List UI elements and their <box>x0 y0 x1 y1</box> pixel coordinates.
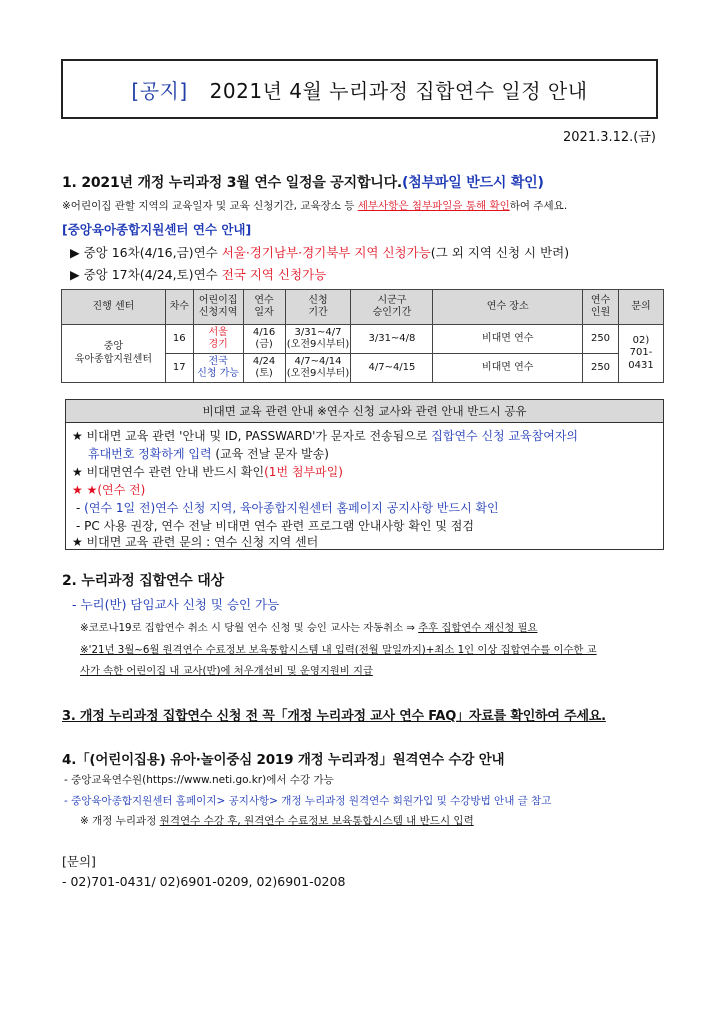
section-4-line-1: - 중앙교육연수원(https://www.neti.go.kr)에서 수강 가능 <box>64 774 334 786</box>
section-2-note-2: ※'21년 3월~6월 원격연수 수료정보 보육통합시스템 내 입력(전월 말일까지)+최소 1인 이상 집합연수를 이수한 교 <box>80 644 597 656</box>
cell-apply: 3/31~4/7 (오전9시부터) <box>285 325 351 354</box>
section-3-heading: 3. 개정 누리과정 집합연수 신청 전 꼭「개정 누리과정 교사 연수 FAQ」자료를 확인하여 주세요. <box>62 709 606 724</box>
notice-line-5-dash: - <box>76 501 85 515</box>
inquiry-label: [문의] <box>62 854 96 869</box>
notice-tag: [공지] <box>131 78 188 103</box>
notice-line-5-highlight: (연수 1일 전)연수 신청 지역, 육아종합지원센터 홈페이지 공지사항 반드시 확인 <box>84 501 499 515</box>
section-2-subtitle: - 누리(반) 담임교사 신청 및 승인 가능 <box>72 597 280 612</box>
cell-round: 17 <box>165 354 193 383</box>
bullet-16-main: ▶ 중앙 16차(4/16,금)연수 <box>70 245 222 260</box>
bullet-round-16 <box>70 243 569 261</box>
online-notice-box <box>65 399 664 550</box>
cell-region: 전국 신청 가능 <box>193 354 243 383</box>
notice-line-1-text: ★ 비대면 교육 관련 '안내 및 ID, PASSWARD'가 문자로 전송됨으로 <box>72 429 432 443</box>
cell-round: 16 <box>165 325 193 354</box>
notice-line-3-text: ★ 비대면연수 관련 안내 반드시 확인 <box>72 465 265 479</box>
section-1-note <box>62 198 567 213</box>
section-4-heading: 4.「(어린이집용) 유아·놀이중심 2019 개정 누리과정」원격연수 수강 안내 <box>62 752 505 768</box>
cell-count: 250 <box>583 325 619 354</box>
bullet-16-suffix: (그 외 지역 신청 시 반려) <box>430 245 570 260</box>
header-place: 연수 장소 <box>433 290 583 325</box>
section-4-line-2: - 중앙육아종합지원센터 홈페이지> 공지사항> 개정 누리과정 원격연수 회원가입 및 수강방법 안내 글 참고 <box>64 795 552 807</box>
section-2-note-3: 사가 속한 어린이집 내 교사(반)에 처우개선비 및 운영지원비 지급 <box>80 665 373 677</box>
page-title: 2021년 4월 누리과정 집합연수 일정 안내 <box>209 78 588 103</box>
cell-date: 4/16 (금) <box>243 325 285 354</box>
section-1-heading-text: 1. 2021년 개정 누리과정 3월 연수 일정을 공지합니다. <box>62 175 403 191</box>
cell-place: 비대면 연수 <box>433 354 583 383</box>
section-2-note-1-underlined: 추후 집합연수 재신청 필요 <box>418 622 538 634</box>
cell-count: 250 <box>583 354 619 383</box>
header-round: 차수 <box>165 290 193 325</box>
table-header-row <box>62 290 664 325</box>
notice-line-2-text: (교육 전날 문자 발송) <box>211 447 329 461</box>
header-approve: 시군구 승인기간 <box>351 290 433 325</box>
bullet-17-main: ▶ 중앙 17차(4/24,토)연수 <box>70 267 222 282</box>
notice-line-3-highlight: (1번 첨부파일) <box>264 465 343 479</box>
schedule-table <box>61 289 664 383</box>
cell-apply: 4/7~4/14 (오전9시부터) <box>285 354 351 383</box>
center-title: [중앙육아종합지원센터 연수 안내] <box>62 222 252 237</box>
section-4-line-3-text: ※ 개정 누리과정 <box>80 815 160 827</box>
header-count: 연수 인원 <box>583 290 619 325</box>
bullet-16-region: 서울·경기남부·경기북부 지역 신청가능 <box>221 245 431 260</box>
inquiry-phones: - 02)701-0431/ 02)6901-0209, 02)6901-0208 <box>62 874 346 889</box>
notice-line-1 <box>72 427 578 444</box>
bullet-round-17 <box>70 265 326 283</box>
cell-center: 중앙 육아종합지원센터 <box>62 325 166 383</box>
cell-approve: 4/7~4/15 <box>351 354 433 383</box>
section-1-heading-note: (첨부파일 반드시 확인) <box>402 175 544 191</box>
section-2-heading: 2. 누리과정 집합연수 대상 <box>62 573 224 589</box>
notice-line-5 <box>76 499 499 516</box>
section-2-note-1-text: ※코로나19로 집합연수 취소 시 당월 연수 신청 및 승인 교사는 자동취소 ⇒ <box>80 622 419 634</box>
notice-line-3 <box>72 463 343 480</box>
notice-line-2 <box>88 445 329 462</box>
table-row <box>62 325 664 354</box>
cell-date: 4/24 (토) <box>243 354 285 383</box>
header-date: 연수 일자 <box>243 290 285 325</box>
bullet-17-region: 전국 지역 신청가능 <box>221 267 327 282</box>
note-prefix: ※어린이집 관할 지역의 교육일자 및 교육 신청기간, 교육장소 등 <box>62 200 358 212</box>
cell-region: 서울 경기 <box>193 325 243 354</box>
header-center: 진행 센터 <box>62 290 166 325</box>
notice-line-6: - PC 사용 권장, 연수 전날 비대면 연수 관련 프로그램 안내사항 확인 및 점검 <box>76 519 474 533</box>
note-suffix: 하여 주세요. <box>509 200 568 212</box>
cell-approve: 3/31~4/8 <box>351 325 433 354</box>
section-2-note-1 <box>80 619 537 634</box>
notice-line-4: ★ ★(연수 전) <box>72 483 146 497</box>
notice-line-1-highlight: 집합연수 신청 교육참여자의 <box>431 429 578 443</box>
cell-contact: 02) 701-0431 <box>618 325 663 383</box>
notice-box-heading: 비대면 교육 관련 안내 ※연수 신청 교사와 관련 안내 반드시 공유 <box>66 400 663 423</box>
notice-line-2-highlight: 휴대번호 정확하게 입력 <box>88 447 212 461</box>
title-box <box>61 59 658 119</box>
cell-place: 비대면 연수 <box>433 325 583 354</box>
header-region: 어린이집 신청지역 <box>193 290 243 325</box>
section-4-line-3 <box>80 813 474 828</box>
notice-line-7: ★ 비대면 교육 관련 문의 : 연수 신청 지역 센터 <box>72 535 319 549</box>
note-highlight: 세부사항은 첨부파일을 통해 확인 <box>357 200 510 212</box>
section-4-line-3-underlined: 원격연수 수강 후, 원격연수 수료정보 보육통합시스템 내 반드시 입력 <box>159 815 474 827</box>
section-1-heading <box>62 172 544 192</box>
header-contact: 문의 <box>618 290 663 325</box>
header-apply: 신청 기간 <box>285 290 351 325</box>
notice-date: 2021.3.12.(금) <box>563 130 656 145</box>
